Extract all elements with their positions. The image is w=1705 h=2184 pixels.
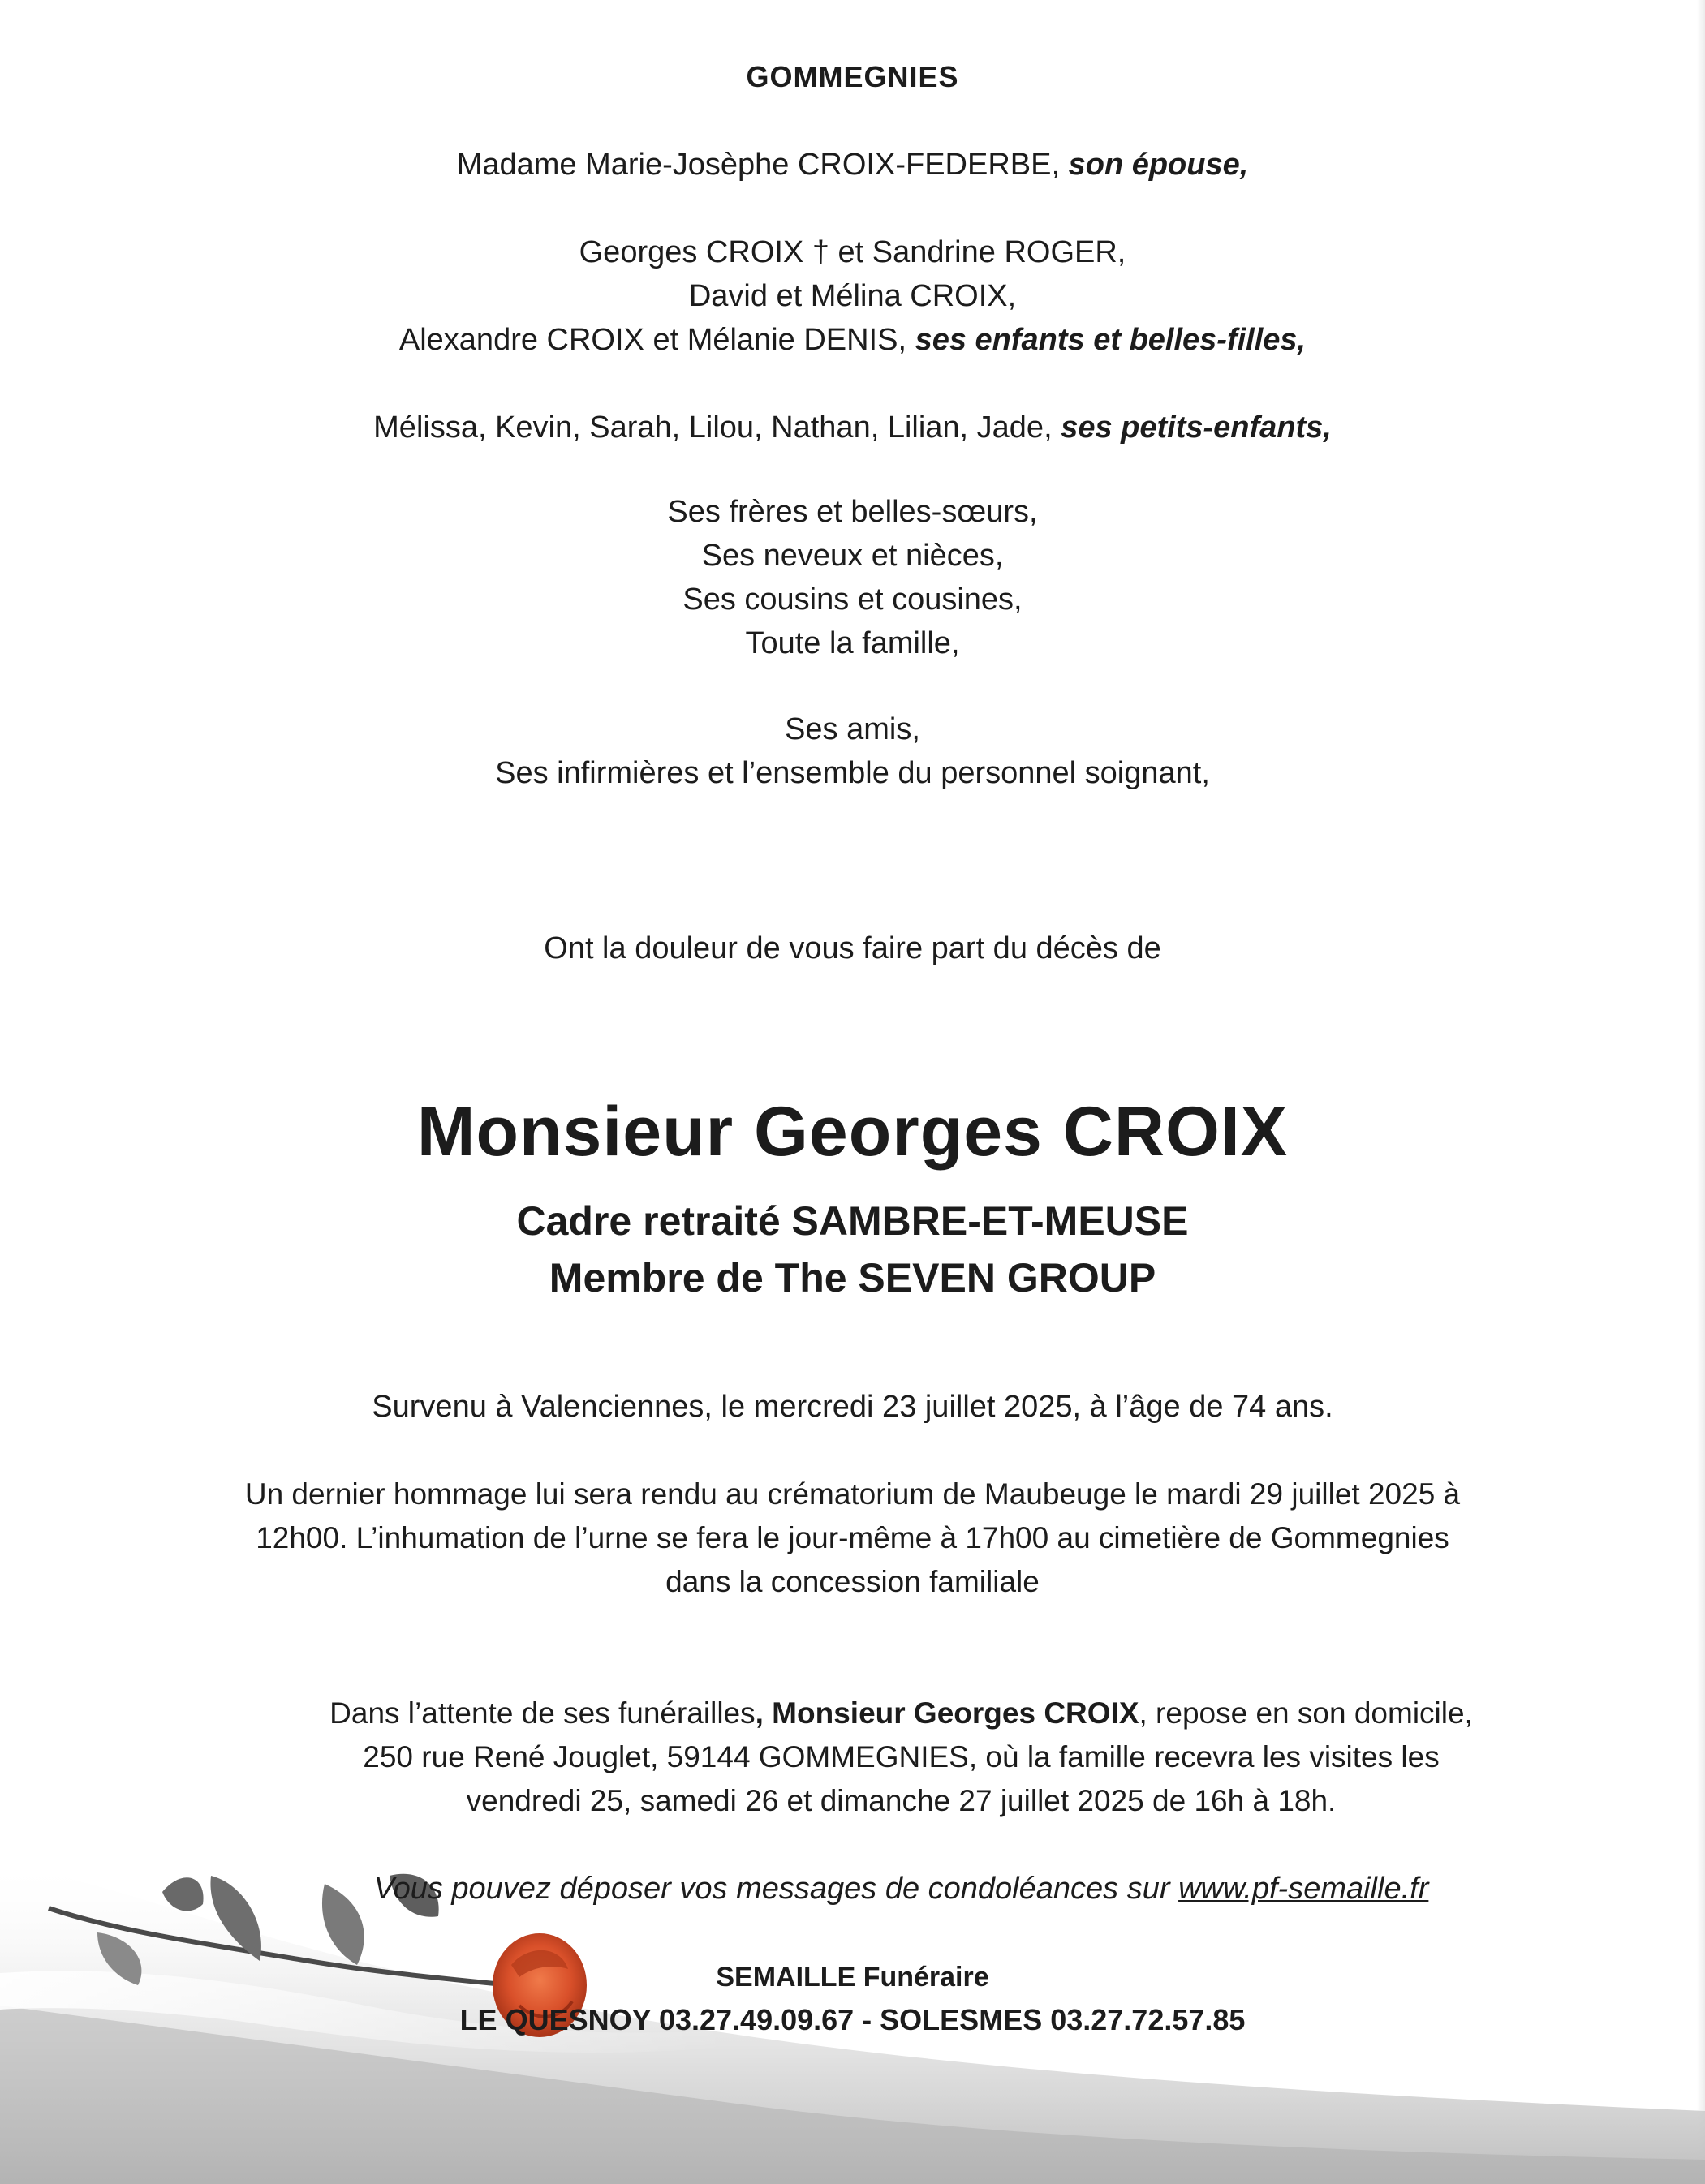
deceased-title-1: Cadre retraité SAMBRE-ET-MEUSE — [516, 1198, 1189, 1244]
announcement: Ont la douleur de vous faire part du décès de — [544, 931, 1161, 965]
friends-line: Ses infirmières et l’ensemble du personnel soignant, — [495, 756, 1210, 790]
condolences-link[interactable]: www.pf-semaille.fr — [1178, 1872, 1429, 1906]
ceremony-line: 12h00. L’inhumation de l’urne se fera le jour-même à 17h00 au cimetière de Gommegnies — [256, 1521, 1449, 1554]
visitation-suffix: , repose en son domicile, — [1139, 1696, 1473, 1730]
children-relation: ses enfants et belles-filles, — [915, 323, 1307, 357]
death-notice: Survenu à Valenciennes, le mercredi 23 juillet 2025, à l’âge de 74 ans. — [372, 1390, 1333, 1424]
deceased-name: Monsieur Georges CROIX — [416, 1093, 1289, 1171]
funeral-home-name: SEMAILLE Funéraire — [716, 1962, 989, 1993]
relatives-line: Toute la famille, — [745, 626, 960, 660]
visitation-name: , Monsieur Georges CROIX — [755, 1696, 1139, 1730]
grandchildren-line — [0, 406, 1705, 449]
visitation-line-2: 250 rue René Jouglet, 59144 GOMMEGNIES, où la famille recevra les visites les — [363, 1740, 1440, 1773]
child-line-1: Georges CROIX † et Sandrine ROGER, — [579, 235, 1126, 269]
spouse-name: Madame Marie-Josèphe CROIX-FEDERBE, — [456, 148, 1069, 182]
condolences-text: Vous pouvez déposer vos messages de condoléances sur — [373, 1872, 1179, 1906]
relatives-line: Ses cousins et cousines, — [682, 583, 1023, 617]
ceremony-line: Un dernier hommage lui sera rendu au crématorium de Maubeuge le mardi 29 juillet 2025 à — [244, 1477, 1461, 1511]
friends-line: Ses amis, — [785, 712, 920, 746]
visitation-line-3: vendredi 25, samedi 26 et dimanche 27 juillet 2025 de 16h à 18h. — [466, 1784, 1337, 1817]
town-heading: GOMMEGNIES — [746, 60, 959, 93]
relatives-line: Ses neveux et nièces, — [701, 539, 1004, 573]
visitation-prefix: Dans l’attente de ses funérailles — [329, 1696, 756, 1730]
funeral-home-phones: LE QUESNOY 03.27.49.09.67 - SOLESMES 03.27.72.57.85 — [459, 2003, 1246, 2036]
spouse-line — [0, 143, 1705, 187]
visitation-line-1 — [49, 1692, 1705, 1735]
spouse-relation: son épouse, — [1068, 148, 1249, 182]
grandchildren-relation: ses petits-enfants, — [1061, 411, 1332, 445]
grandchildren-names: Mélissa, Kevin, Sarah, Lilou, Nathan, Lilian, Jade, — [373, 411, 1061, 445]
child-name-3: Alexandre CROIX et Mélanie DENIS, — [398, 323, 915, 357]
condolences-line — [49, 1867, 1705, 1911]
relatives-line: Ses frères et belles-sœurs, — [667, 495, 1038, 529]
ceremony-line: dans la concession familiale — [665, 1565, 1040, 1598]
child-line-2: David et Mélina CROIX, — [688, 279, 1017, 313]
child-line-3 — [0, 318, 1705, 362]
deceased-title-2: Membre de The SEVEN GROUP — [549, 1255, 1156, 1301]
